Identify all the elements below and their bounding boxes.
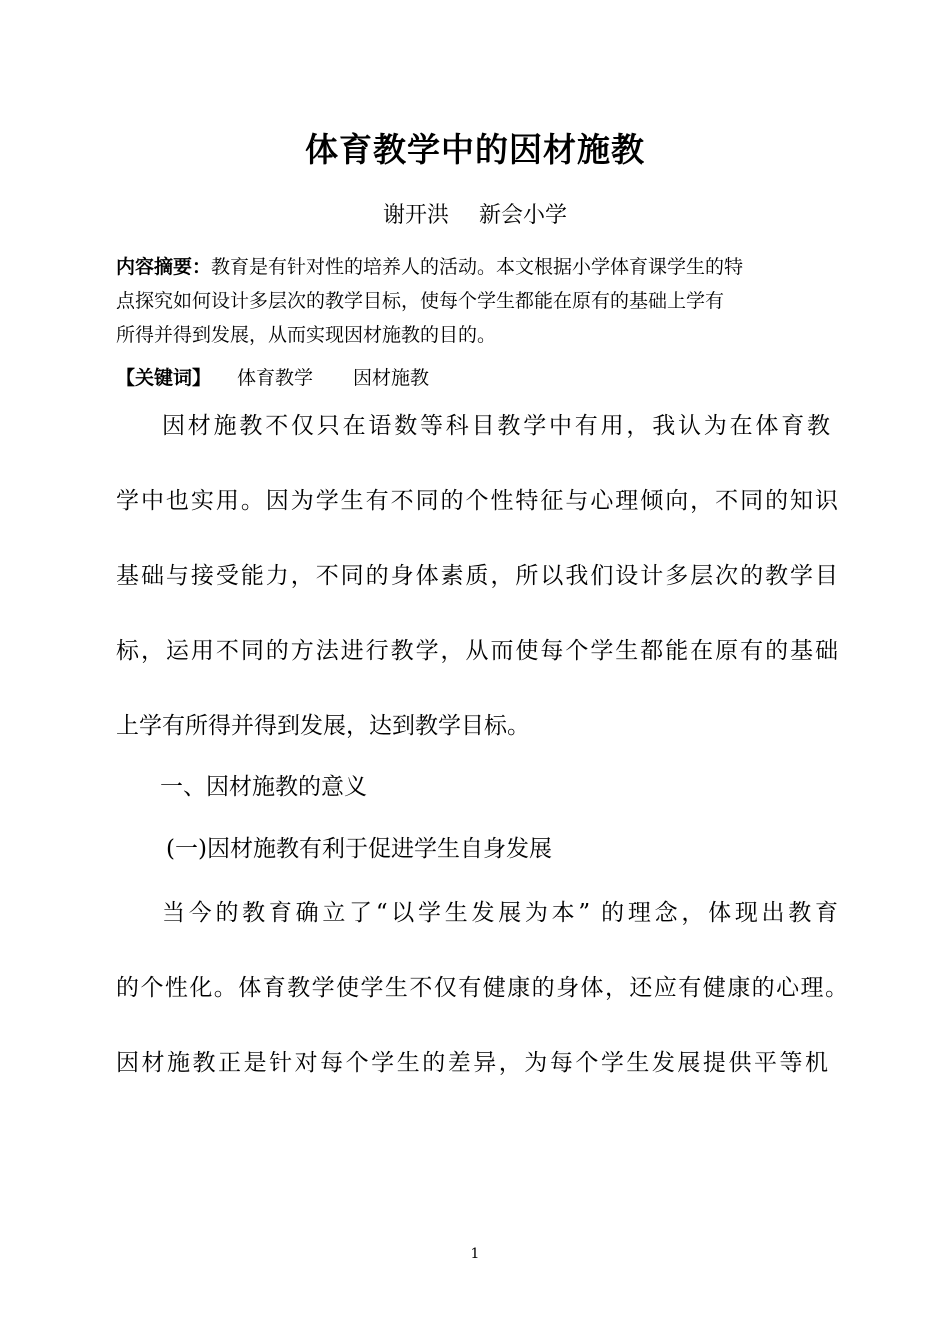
- abstract-line-3: 所得并得到发展，从而实现因材施教的目的。: [116, 324, 497, 346]
- section-heading: 一、因材施教的意义: [160, 774, 367, 800]
- paragraph2-line-1: 当今的教育确立了“以学生发展为本” 的理念，体现出教育: [162, 900, 838, 926]
- subsection-heading: (一)因材施教有利于促进学生自身发展: [166, 836, 552, 862]
- abstract: [116, 250, 846, 352]
- keyword-item: 体育教学: [237, 367, 314, 389]
- author-school: 新会小学: [479, 203, 568, 228]
- paragraph1-line-1: 因材施教不仅只在语数等科目教学中有用，我认为在体育教: [162, 413, 830, 439]
- keyword-item: 因材施教: [353, 367, 430, 389]
- abstract-line-2: 点探究如何设计多层次的教学目标，使每个学生都能在原有的基础上学有: [116, 290, 725, 312]
- abstract-label: 内容摘要：: [116, 256, 212, 278]
- paragraph1-line-4: 标，运用不同的方法进行教学，从而使每个学生都能在原有的基础: [116, 638, 838, 664]
- paragraph2-line-3: 因材施教正是针对每个学生的差异，为每个学生发展提供平等机: [116, 1050, 828, 1076]
- keywords: [116, 362, 846, 394]
- paragraph1-line-5: 上学有所得并得到发展，达到教学目标。: [116, 713, 530, 739]
- paragraph1-line-3: 基础与接受能力，不同的身体素质，所以我们设计多层次的教学目: [116, 563, 838, 589]
- document-title: 体育教学中的因材施教: [305, 130, 645, 169]
- author-line: [0, 198, 950, 234]
- keywords-label: 【关键词】: [116, 367, 212, 389]
- paragraph1-line-2: 学中也实用。因为学生有不同的个性特征与心理倾向，不同的知识: [116, 488, 838, 514]
- author-name: 谢开洪: [382, 203, 449, 228]
- page-number: 1: [470, 1246, 480, 1262]
- abstract-line-1: 教育是有针对性的培养人的活动。本文根据小学体育课学生的特: [211, 256, 744, 278]
- paragraph2-line-2: 的个性化。体育教学使学生不仅有健康的身体，还应有健康的心理。: [116, 975, 848, 1001]
